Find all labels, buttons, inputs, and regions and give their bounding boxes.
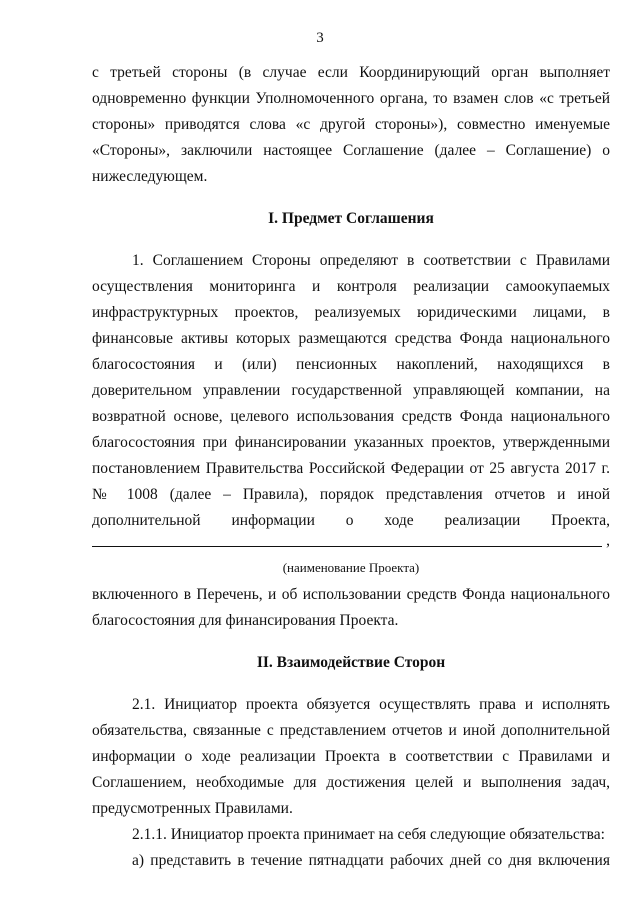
clause-2-1-1-paragraph: 2.1.1. Инициатор проекта принимает на себя следующие обязательства: [132, 826, 605, 843]
intro-paragraph: с третьей стороны (в случае если Координирующий орган выполняет одновременно функции Уполномоченного органа, то взамен слов «с третьей стороны» приводятся слова «с другой стороны»), совместно именуемые «Стороны», заключили настоящее Соглашение (далее – Соглашение) о нижеследующем. [92, 64, 610, 185]
clause-1-continuation: включенного в Перечень, и об использовании средств Фонда национального благосостояния для финансирования Проекта. [92, 586, 610, 629]
item-a-paragraph: а) представить в течение пятнадцати рабочих дней со дня включения [132, 852, 610, 869]
clause-2-1-paragraph: 2.1. Инициатор проекта обязуется осуществлять права и исполнять обязательства, связанные с представлением отчетов и иной дополнительной информации о ходе реализации Проекта в соответствии с Правилами и Соглашением, необходимые для достижения целей и выполнения задач, предусмотренных Правилами. [92, 696, 610, 817]
blank-underline [92, 546, 602, 547]
blank-comma: , [606, 532, 610, 549]
project-name-blank [92, 534, 610, 556]
section-1-heading: I. Предмет Соглашения [268, 210, 434, 227]
document-body [92, 60, 610, 874]
page-number: 3 [316, 30, 324, 46]
clause-1-paragraph: 1. Соглашением Стороны определяют в соответствии с Правилами осуществления мониторинга и контроля реализации самоокупаемых инфраструктурных проектов, реализуемых юридическими лицами, в финансовые активы которых размещаются средства Фонда национального благосостояния и (или) пенсионных накоплений, находящихся в доверительном управлении государственной управляющей компании, на возвратной основе, целевого использования средств Фонда национального благосостояния при финансировании указанных проектов, утвержденными постановлением Правительства Российской Федерации от 25 августа 2017 г. № 1008 (далее – Правила), порядок представления отчетов и иной дополнительной информации о ходе реализации Проекта, [92, 252, 610, 529]
section-2-heading: II. Взаимодействие Сторон [256, 654, 446, 671]
project-name-caption: (наименование Проекта) [282, 560, 420, 575]
